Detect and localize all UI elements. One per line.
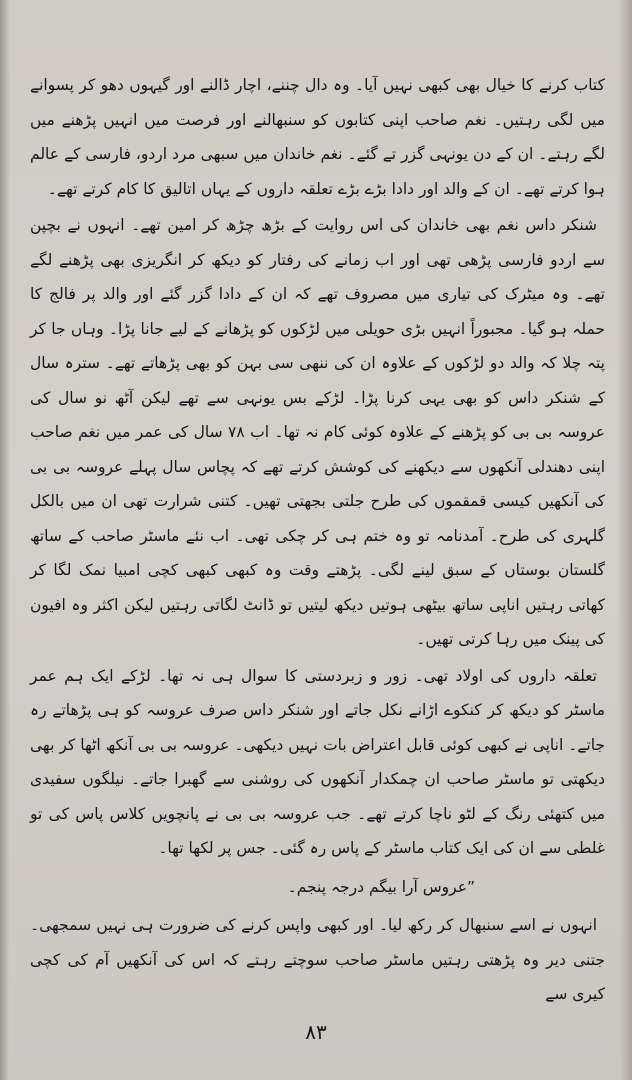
paragraph-continued: کتاب کرنے کا خیال بھی کبھی نہیں آیا۔ وہ دال چننے، اچار ڈالنے اور گیہوں دھو کر پسوانے میں لگی رہتیں۔ نغم صاحب اپنی کتابوں کو سنبھالنے اور فرصت میں انہیں پڑھنے میں لگے رہتے۔ ان کے دن یونہی گزر تے گئے۔ نغم خاندان میں سبھی مرد اردو، فارسی کے عالم ہوا کرتے تھے۔ ان کے والد اور دادا بڑے بڑے تعلقہ داروں کے یہاں اتالیق کا کام کرتے تھے۔	[30, 76, 605, 198]
paragraph: شنکر داس نغم بھی خاندان کی اس روایت کے بڑھ چڑھ کر امین تھے۔ انہوں نے بچپن سے اردو فارسی پڑھی تھی اور اب زمانے کی رفتار کو دیکھ کر انگریزی بھی پڑھنے لگے تھے۔ وہ میٹرک کی تیاری میں مصروف تھے کہ ان کے دادا گزر گئے اور والد پر فالج کا حملہ ہو گیا۔ مجبوراً انہیں بڑی حویلی میں لڑکوں کو پڑھانے کے لیے جانا پڑا۔ وہاں جا کر پتہ چلا کہ والد دو لڑکوں کے علاوہ ان کی ننھی سی بہن کو بھی پڑھاتے تھے۔ سترہ سال کے شنکر داس کو بھی یہی کرنا پڑا۔ لڑکے بس یونہی سے تھے لیکن آٹھ نو سال کی عروسہ بی بی کو پڑھنے کے علاوہ کوئی کام نہ تھا۔ اب ۷۸ سال کی عمر میں نغم صاحب اپنی دھندلی آنکھوں سے دیکھنے کی کوشش کرتے تھے کہ پچاس سال پہلے عروسہ بی بی کی آنکھیں کیسی قمقموں کی طرح جلتی بجھتی تھیں۔ کتنی شرارت تھی ان میں بالکل گلہری کی طرح۔ آمدنامہ تو وہ ختم ہی کر چکی تھی۔ اب نئے ماسٹر صاحب کے ساتھ گلستان بوستاں کے سبق لینے لگی۔ پڑھتے وقت وہ کبھی کبھی کچی امبیا نمک لگا کر کھاتی رہتیں اناپی ساتھ بیٹھی ہوتیں دیکھ لیتیں تو ڈانٹ لگاتی رہتیں لیکن اکثر وہ افیون کی پینک میں رہا کرتی تھیں۔	[30, 216, 605, 648]
page-left-edge	[0, 0, 10, 1080]
page-right-edge	[618, 0, 632, 1080]
paragraph: تعلقہ داروں کی اولاد تھی۔ زور و زبردستی کا سوال ہی نہ تھا۔ لڑکے ایک ہم عمر ماسٹر کو دیکھ کر کنکوے اڑانے نکل جاتے اور شنکر داس صرف عروسہ کو ہی پڑھاتے رہ جاتے۔ اناپی نے کبھی کوئی قابل اعتراض بات نہیں دیکھی۔ عروسہ بی بی آنکھ اٹھا کر بھی دیکھتی تو ماسٹر صاحب ان چمکدار آنکھوں کی روشنی سے گھبرا جاتے۔ نیلگوں سفیدی میں کتھئی رنگ کے لٹو ناچا کرتے تھے۔ جب عروسہ بی بی نے پانچویں کلاس پاس کی تو غلطی سے ان کی ایک کتاب ماسٹر کے پاس رہ گئی۔ جس پر لکھا تھا۔	[30, 666, 605, 857]
page-number: ۸۳	[305, 1020, 327, 1044]
body-text	[30, 68, 605, 1012]
book-inscription-quote: ”عروس آرا بیگم درجہ پنجم۔	[287, 877, 475, 896]
paragraph: انہوں نے اسے سنبھال کر رکھ لیا۔ اور کبھی واپس کرنے کی ضرورت ہی نہیں سمجھی۔ جتنی دیر وہ پڑھتی رہتیں ماسٹر صاحب سوچتے رہتے کہ اس کی آنکھیں آم کی کچی کیری سے	[30, 916, 605, 1003]
